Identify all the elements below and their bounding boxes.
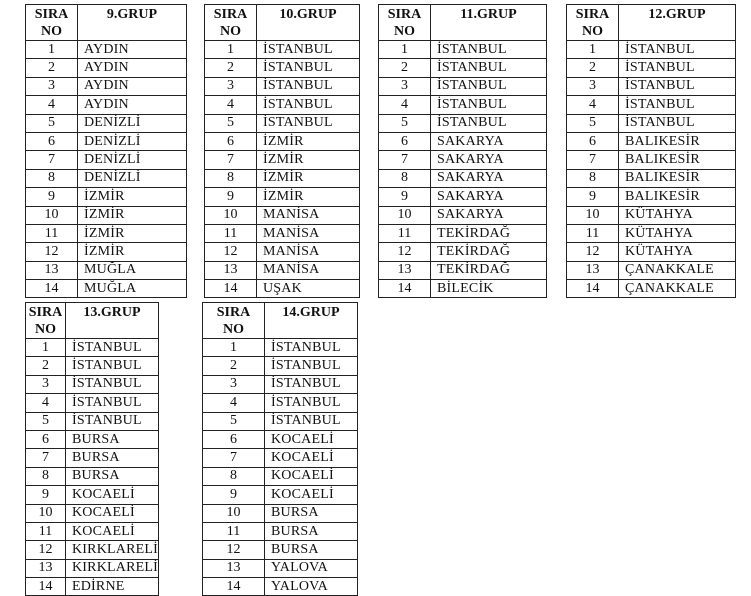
table-row	[205, 206, 360, 224]
table-row	[26, 151, 187, 169]
table-row	[26, 522, 159, 540]
group-table-9	[25, 4, 187, 298]
city-name: BALIKESİR	[619, 151, 736, 169]
table-row	[203, 375, 358, 393]
row-number: 10	[379, 206, 431, 224]
row-number: 1	[379, 41, 431, 59]
city-name: İSTANBUL	[619, 77, 736, 95]
table-row	[26, 504, 159, 522]
group-table-10	[204, 4, 360, 298]
row-number: 8	[379, 169, 431, 187]
city-name: KÜTAHYA	[619, 206, 736, 224]
city-name: BALIKESİR	[619, 188, 736, 206]
row-number: 8	[567, 169, 619, 187]
table-row	[205, 151, 360, 169]
row-number: 2	[567, 59, 619, 77]
city-name: DENİZLİ	[78, 169, 187, 187]
row-number: 4	[379, 96, 431, 114]
no-label: NO	[394, 24, 415, 39]
city-name: SAKARYA	[431, 169, 547, 187]
row-number: 13	[203, 559, 265, 577]
city-name: KOCAELİ	[66, 504, 159, 522]
table-row	[567, 151, 736, 169]
row-number: 12	[567, 243, 619, 261]
table-row	[26, 132, 187, 150]
group-title: 9.GRUP	[78, 5, 187, 41]
city-name: BURSA	[265, 504, 358, 522]
row-number: 3	[26, 375, 66, 393]
city-name: KOCAELİ	[265, 467, 358, 485]
row-number: 13	[567, 261, 619, 279]
row-number: 2	[205, 59, 257, 77]
table-row	[567, 41, 736, 59]
city-name: İSTANBUL	[66, 339, 159, 357]
city-name: İSTANBUL	[66, 375, 159, 393]
city-name: BALIKESİR	[619, 169, 736, 187]
city-name: UŞAK	[257, 280, 360, 298]
table-row	[567, 96, 736, 114]
row-number: 5	[567, 114, 619, 132]
table-row	[379, 114, 547, 132]
city-name: KOCAELİ	[66, 486, 159, 504]
table-row	[567, 206, 736, 224]
table-row	[26, 486, 159, 504]
row-number: 12	[205, 243, 257, 261]
table-row	[26, 394, 159, 412]
city-name: BURSA	[66, 467, 159, 485]
sira-label: SIRA	[575, 7, 610, 22]
table-row	[203, 486, 358, 504]
row-number: 10	[203, 504, 265, 522]
row-number: 10	[26, 206, 78, 224]
row-number: 8	[26, 467, 66, 485]
sira-label: SIRA	[213, 7, 248, 22]
table-row	[26, 77, 187, 95]
table-row	[26, 541, 159, 559]
no-label: NO	[223, 322, 244, 337]
row-number: 9	[567, 188, 619, 206]
city-name: İZMİR	[257, 132, 360, 150]
city-name: AYDIN	[78, 59, 187, 77]
table-row	[26, 559, 159, 577]
table-row	[26, 357, 159, 375]
sira-no-header	[26, 303, 66, 339]
row-number: 11	[203, 522, 265, 540]
city-name: İSTANBUL	[257, 41, 360, 59]
row-number: 9	[26, 486, 66, 504]
city-name: KOCAELİ	[265, 430, 358, 448]
city-name: SAKARYA	[431, 206, 547, 224]
row-number: 4	[567, 96, 619, 114]
city-name: İZMİR	[78, 224, 187, 242]
city-name: İSTANBUL	[619, 114, 736, 132]
city-name: BURSA	[66, 430, 159, 448]
table-row	[379, 188, 547, 206]
table-row	[205, 261, 360, 279]
row-number: 13	[205, 261, 257, 279]
city-name: SAKARYA	[431, 132, 547, 150]
city-name: SAKARYA	[431, 151, 547, 169]
row-number: 3	[205, 77, 257, 95]
city-name: BURSA	[66, 449, 159, 467]
city-name: YALOVA	[265, 578, 358, 596]
table-row	[379, 77, 547, 95]
table-row	[567, 261, 736, 279]
city-name: İZMİR	[257, 188, 360, 206]
row-number: 11	[567, 224, 619, 242]
row-number: 11	[26, 224, 78, 242]
no-label: NO	[41, 24, 62, 39]
sira-no-header	[567, 5, 619, 41]
city-name: İSTANBUL	[265, 394, 358, 412]
row-number: 4	[26, 394, 66, 412]
row-number: 8	[203, 467, 265, 485]
table-row	[203, 430, 358, 448]
city-name: KÜTAHYA	[619, 224, 736, 242]
city-name: İSTANBUL	[257, 96, 360, 114]
group-table-13	[25, 302, 159, 596]
table-row	[379, 224, 547, 242]
row-number: 7	[205, 151, 257, 169]
city-name: İSTANBUL	[619, 96, 736, 114]
row-number: 8	[205, 169, 257, 187]
table-row	[203, 412, 358, 430]
row-number: 1	[26, 41, 78, 59]
city-name: ÇANAKKALE	[619, 261, 736, 279]
row-number: 7	[567, 151, 619, 169]
table-row	[379, 151, 547, 169]
city-name: TEKİRDAĞ	[431, 243, 547, 261]
sira-no-header	[379, 5, 431, 41]
row-number: 2	[26, 59, 78, 77]
city-name: AYDIN	[78, 41, 187, 59]
row-number: 1	[203, 339, 265, 357]
city-name: BURSA	[265, 541, 358, 559]
row-number: 9	[379, 188, 431, 206]
table-row	[205, 41, 360, 59]
city-name: İSTANBUL	[619, 59, 736, 77]
row-number: 6	[379, 132, 431, 150]
row-number: 9	[203, 486, 265, 504]
table-row	[203, 522, 358, 540]
row-number: 6	[26, 430, 66, 448]
table-row	[203, 559, 358, 577]
city-name: İSTANBUL	[265, 339, 358, 357]
city-name: İSTANBUL	[257, 114, 360, 132]
table-row	[205, 243, 360, 261]
city-name: MANİSA	[257, 224, 360, 242]
table-row	[379, 169, 547, 187]
table-row	[205, 132, 360, 150]
group-title: 11.GRUP	[431, 5, 547, 41]
row-number: 1	[26, 339, 66, 357]
row-number: 10	[567, 206, 619, 224]
table-row	[379, 59, 547, 77]
city-name: İSTANBUL	[431, 96, 547, 114]
row-number: 6	[567, 132, 619, 150]
row-number: 5	[379, 114, 431, 132]
city-name: MUĞLA	[78, 280, 187, 298]
no-label: NO	[35, 322, 56, 337]
table-row	[205, 280, 360, 298]
row-number: 9	[26, 188, 78, 206]
no-label: NO	[220, 24, 241, 39]
table-row	[26, 467, 159, 485]
row-number: 5	[26, 412, 66, 430]
city-name: DENİZLİ	[78, 151, 187, 169]
table-row	[203, 357, 358, 375]
table-row	[26, 449, 159, 467]
no-label: NO	[582, 24, 603, 39]
city-name: İSTANBUL	[257, 77, 360, 95]
table-row	[203, 339, 358, 357]
group-table-11	[378, 4, 547, 298]
sira-no-header	[26, 5, 78, 41]
table-row	[567, 243, 736, 261]
city-name: İZMİR	[257, 151, 360, 169]
table-row	[203, 541, 358, 559]
row-number: 11	[379, 224, 431, 242]
table-row	[26, 206, 187, 224]
sira-no-header	[203, 303, 265, 339]
sira-label: SIRA	[34, 7, 69, 22]
city-name: İZMİR	[257, 169, 360, 187]
city-name: MANİSA	[257, 243, 360, 261]
table-row	[26, 59, 187, 77]
city-name: İSTANBUL	[265, 375, 358, 393]
group-title: 13.GRUP	[66, 303, 159, 339]
row-number: 13	[26, 261, 78, 279]
table-row	[567, 169, 736, 187]
row-number: 10	[26, 504, 66, 522]
row-number: 5	[205, 114, 257, 132]
city-name: DENİZLİ	[78, 132, 187, 150]
city-name: İSTANBUL	[66, 394, 159, 412]
city-name: İSTANBUL	[619, 41, 736, 59]
row-number: 3	[26, 77, 78, 95]
city-name: KOCAELİ	[265, 449, 358, 467]
row-number: 4	[205, 96, 257, 114]
row-number: 9	[205, 188, 257, 206]
sira-label: SIRA	[216, 305, 251, 320]
row-number: 8	[26, 169, 78, 187]
row-number: 6	[205, 132, 257, 150]
row-number: 14	[26, 578, 66, 596]
table-row	[26, 412, 159, 430]
row-number: 14	[379, 280, 431, 298]
row-number: 6	[26, 132, 78, 150]
city-name: İSTANBUL	[257, 59, 360, 77]
city-name: İSTANBUL	[431, 41, 547, 59]
row-number: 1	[205, 41, 257, 59]
group-table-12	[566, 4, 736, 298]
table-row	[203, 467, 358, 485]
city-name: İZMİR	[78, 243, 187, 261]
city-name: YALOVA	[265, 559, 358, 577]
city-name: MANİSA	[257, 261, 360, 279]
row-number: 7	[26, 151, 78, 169]
row-number: 12	[26, 541, 66, 559]
table-row	[26, 261, 187, 279]
table-row	[26, 224, 187, 242]
row-number: 13	[379, 261, 431, 279]
group-table-14	[202, 302, 358, 596]
city-name: KOCAELİ	[265, 486, 358, 504]
city-name: BİLECİK	[431, 280, 547, 298]
row-number: 13	[26, 559, 66, 577]
sira-no-header	[205, 5, 257, 41]
group-title: 14.GRUP	[265, 303, 358, 339]
row-number: 4	[26, 96, 78, 114]
row-number: 1	[567, 41, 619, 59]
row-number: 3	[379, 77, 431, 95]
city-name: AYDIN	[78, 77, 187, 95]
table-row	[26, 430, 159, 448]
table-row	[203, 578, 358, 596]
row-number: 14	[26, 280, 78, 298]
table-row	[567, 114, 736, 132]
city-name: İSTANBUL	[431, 77, 547, 95]
row-number: 14	[205, 280, 257, 298]
row-number: 12	[26, 243, 78, 261]
city-name: DENİZLİ	[78, 114, 187, 132]
table-row	[26, 41, 187, 59]
city-name: KÜTAHYA	[619, 243, 736, 261]
sira-label: SIRA	[387, 7, 422, 22]
table-row	[379, 243, 547, 261]
table-row	[567, 188, 736, 206]
table-row	[379, 41, 547, 59]
city-name: SAKARYA	[431, 188, 547, 206]
city-name: İSTANBUL	[431, 114, 547, 132]
table-row	[567, 59, 736, 77]
group-title: 10.GRUP	[257, 5, 360, 41]
table-row	[205, 224, 360, 242]
city-name: İSTANBUL	[66, 357, 159, 375]
row-number: 2	[26, 357, 66, 375]
table-row	[26, 243, 187, 261]
table-row	[379, 132, 547, 150]
row-number: 3	[203, 375, 265, 393]
table-row	[379, 280, 547, 298]
city-name: TEKİRDAĞ	[431, 261, 547, 279]
city-name: AYDIN	[78, 96, 187, 114]
row-number: 7	[203, 449, 265, 467]
row-number: 5	[203, 412, 265, 430]
city-name: İZMİR	[78, 206, 187, 224]
row-number: 2	[379, 59, 431, 77]
row-number: 14	[567, 280, 619, 298]
table-row	[205, 77, 360, 95]
row-number: 6	[203, 430, 265, 448]
table-row	[26, 169, 187, 187]
row-number: 11	[26, 522, 66, 540]
table-row	[567, 77, 736, 95]
table-row	[567, 224, 736, 242]
row-number: 12	[203, 541, 265, 559]
group-title: 12.GRUP	[619, 5, 736, 41]
city-name: BALIKESİR	[619, 132, 736, 150]
row-number: 2	[203, 357, 265, 375]
city-name: EDİRNE	[66, 578, 159, 596]
table-row	[203, 394, 358, 412]
city-name: MUĞLA	[78, 261, 187, 279]
table-row	[379, 261, 547, 279]
city-name: TEKİRDAĞ	[431, 224, 547, 242]
table-row	[205, 96, 360, 114]
city-name: KIRKLARELİ	[66, 541, 159, 559]
row-number: 12	[379, 243, 431, 261]
row-number: 7	[379, 151, 431, 169]
table-row	[379, 206, 547, 224]
row-number: 14	[203, 578, 265, 596]
table-row	[567, 280, 736, 298]
row-number: 3	[567, 77, 619, 95]
table-row	[567, 132, 736, 150]
table-row	[26, 114, 187, 132]
row-number: 5	[26, 114, 78, 132]
table-row	[205, 188, 360, 206]
table-row	[26, 339, 159, 357]
row-number: 7	[26, 449, 66, 467]
city-name: İZMİR	[78, 188, 187, 206]
table-row	[379, 96, 547, 114]
city-name: ÇANAKKALE	[619, 280, 736, 298]
table-row	[205, 169, 360, 187]
table-row	[203, 449, 358, 467]
city-name: İSTANBUL	[265, 412, 358, 430]
row-number: 4	[203, 394, 265, 412]
city-name: İSTANBUL	[431, 59, 547, 77]
city-name: İSTANBUL	[265, 357, 358, 375]
table-row	[26, 375, 159, 393]
table-row	[205, 59, 360, 77]
city-name: KIRKLARELİ	[66, 559, 159, 577]
table-row	[203, 504, 358, 522]
row-number: 10	[205, 206, 257, 224]
city-name: BURSA	[265, 522, 358, 540]
table-row	[26, 188, 187, 206]
row-number: 11	[205, 224, 257, 242]
city-name: KOCAELİ	[66, 522, 159, 540]
sira-label: SIRA	[28, 305, 63, 320]
city-name: İSTANBUL	[66, 412, 159, 430]
table-row	[26, 96, 187, 114]
table-row	[26, 578, 159, 596]
table-row	[26, 280, 187, 298]
city-name: MANİSA	[257, 206, 360, 224]
table-row	[205, 114, 360, 132]
